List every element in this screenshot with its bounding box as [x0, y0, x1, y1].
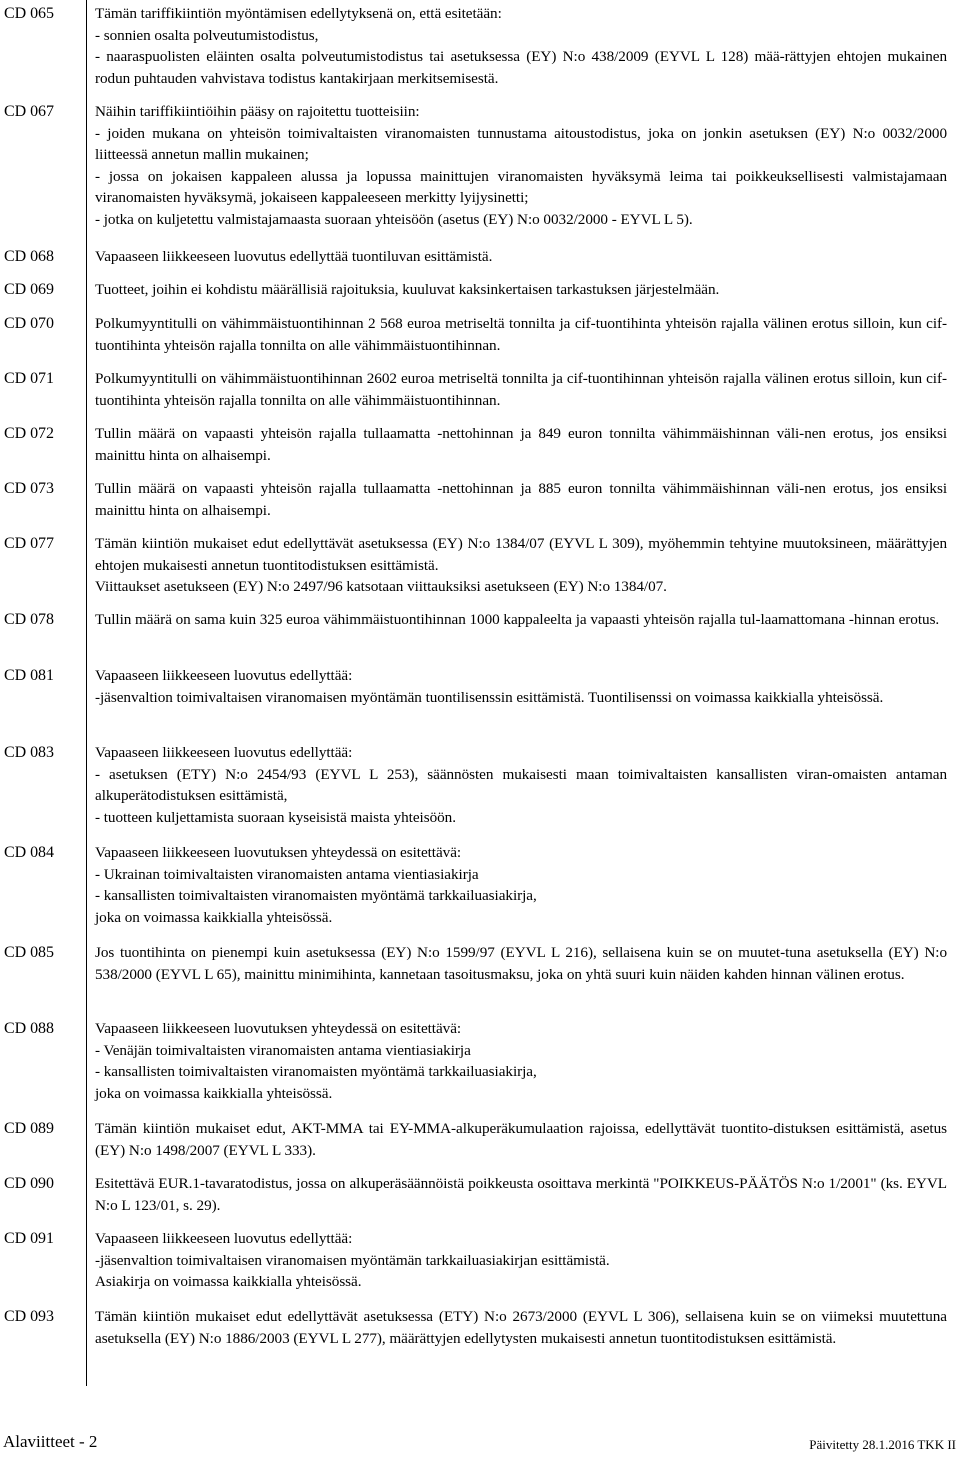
- footnote-row: [0, 1173, 950, 1216]
- footer-updated-date: Päivitetty 28.1.2016 TKK II: [809, 1437, 956, 1452]
- footnote-row: [0, 942, 950, 985]
- footnote-line: - jossa on jokaisen kappaleen alussa ja lopussa mainittujen viranomaisten hyväksymä leima tai poikkeuksellisesti valmistajamaan viranomaisten hyväksymä, jokaiseen kappaleeseen merkitty lyijysinetti;: [95, 167, 947, 206]
- footnote-row: [0, 609, 950, 631]
- footnote-text: [86, 246, 950, 268]
- footnote-line: Tullin määrä on vapaasti yhteisön rajalla tullaamatta -nettohinnan ja 885 euron tonnilta vähimmäishinnan väli-nen erotus, jos ensiksi mainittu hinta on alhaisempi.: [95, 480, 947, 519]
- footnote-line: Näihin tariffikiintiöihin pääsy on rajoitettu tuotteisiin:: [95, 103, 420, 120]
- footnote-row: [0, 101, 950, 230]
- footnote-line: Tämän tariffikiintiön myöntämisen edellytyksenä on, että esitetään:: [95, 5, 502, 22]
- footnote-code: CD 070: [4, 315, 54, 332]
- footnote-line: - tuotteen kuljettamista suoraan kyseisistä maista yhteisöön.: [95, 808, 456, 826]
- footnote-code: CD 069: [4, 281, 54, 298]
- footnote-line: - kansallisten toimivaltaisten viranomaisten myöntämä tarkkailuasiakirja,: [95, 887, 537, 904]
- footnote-line: Polkumyyntitulli on vähimmäistuontihinnan 2602 euroa metriseltä tonnilta ja cif-tuontihinnan yhteisön rajalla välinen erotus silloin, kun cif-tuontihinta yhteisön rajalla tonnilta on alle vähimmäistuontihinnan.: [95, 370, 947, 409]
- footnote-line: Tullin määrä on vapaasti yhteisön rajalla tullaamatta -nettohinnan ja 849 euron tonnilta vähimmäishinnan väli-nen erotus, jos ensiksi mainittu hinta on alhaisempi.: [95, 425, 947, 464]
- footnote-line: Vapaaseen liikkeeseen luovutus edellyttää tuontiluvan esittämistä.: [95, 248, 493, 265]
- footnote-line: - asetuksen (ETY) N:o 2454/93 (EYVL L 253), säännösten mukaisesti maan toimivaltaisten kansallisten viran-omaisten antaman alkuperätodistuksen esittämistä,: [95, 765, 947, 804]
- footnote-line: Esitettävä EUR.1-tavaratodistus, jossa on alkuperäsäännöistä poikkeusta osoittava merkintä "POIKKEUS-PÄÄTÖS N:o 1/2001" (ks. EYVL N:o L 123/01, s. 29).: [95, 1175, 947, 1214]
- footnote-code: CD 090: [4, 1175, 54, 1192]
- footnote-text: [86, 1118, 950, 1161]
- footnote-line: - naaraspuolisten eläinten osalta polveutumistodistus tai asetuksessa (EY) N:o 438/2009 (EYVL L 128) mää-rättyjen ehtojen mukainen rodun puhtauden vahvistava todistus kantakirjaan merkitsemisestä.: [95, 48, 947, 87]
- footnote-text: [86, 665, 950, 708]
- footnote-code: CD 068: [4, 248, 54, 265]
- footnote-code: CD 084: [4, 844, 54, 861]
- footnote-row: [0, 1228, 950, 1293]
- footnote-line: Tämän kiintiön mukaiset edut edellyttävät asetuksessa (ETY) N:o 2673/2000 (EYVL L 306), sellaisena kuin se on viimeksi muutettuna asetuksella (EY) N:o 1886/2003 (EYVL L 277), määrättyjen edellytysten mukaisesti annetun tuontitodistuksen esittämistä.: [95, 1308, 947, 1347]
- footnote-text: [86, 942, 950, 985]
- footnote-line: - kansallisten toimivaltaisten viranomaisten myöntämä tarkkailuasiakirja,: [95, 1063, 537, 1080]
- footnote-line: Polkumyyntitulli on vähimmäistuontihinnan 2 568 euroa metriseltä tonnilta ja cif-tuontihinta yhteisön rajalla välinen erotus silloin, kun cif-tuontihinta yhteisön rajalla tonnilta on alle vähimmäistuontihinnan.: [95, 315, 947, 354]
- footnote-line: Vapaaseen liikkeeseen luovutus edellyttää:: [95, 1230, 353, 1247]
- footnote-text: [86, 742, 950, 828]
- footnote-text: [86, 1018, 950, 1104]
- footnote-line: Viittaukset asetukseen (EY) N:o 2497/96 katsotaan viittauksiksi asetukseen (EY) N:o 1384/07.: [95, 578, 667, 595]
- footnote-text: [86, 313, 950, 356]
- footnote-row: [0, 368, 950, 411]
- footnote-code: CD 085: [4, 944, 54, 961]
- footnote-code: CD 078: [4, 611, 54, 628]
- footnote-code: CD 081: [4, 667, 54, 684]
- footnote-line: joka on voimassa kaikkialla yhteisössä.: [95, 1084, 333, 1102]
- footnote-code: CD 093: [4, 1308, 54, 1325]
- footnote-row: [0, 279, 950, 301]
- footnote-line: - sonnien osalta polveutumistodistus,: [95, 26, 319, 44]
- footnote-row: [0, 313, 950, 356]
- footnote-code: CD 077: [4, 535, 54, 552]
- footnote-text: [86, 533, 950, 598]
- footnote-text: [86, 368, 950, 411]
- footnote-text: [86, 101, 950, 230]
- footnote-row: [0, 1306, 950, 1349]
- footnote-text: [86, 842, 950, 928]
- footnote-code: CD 073: [4, 480, 54, 497]
- footnote-text: [86, 478, 950, 521]
- footnote-line: Tämän kiintiön mukaiset edut edellyttävät asetuksessa (EY) N:o 1384/07 (EYVL L 309), myöhemmin tehtyine muutoksineen, määrättyjen ehtojen mukaisesti annetun tuontitodistuksen esittämistä.: [95, 535, 947, 574]
- footnote-row: [0, 1018, 950, 1104]
- footnote-line: - jotka on kuljetettu valmistajamaasta suoraan yhteisöön (asetus (EY) N:o 0032/2000 - EYVL L 5).: [95, 210, 693, 228]
- footnote-code: CD 083: [4, 744, 54, 761]
- footnote-line: - Ukrainan toimivaltaisten viranomaisten antama vientiasiakirja: [95, 865, 479, 883]
- footnote-row: [0, 742, 950, 828]
- footnote-line: Asiakirja on voimassa kaikkialla yhteisössä.: [95, 1273, 362, 1290]
- footnote-row: [0, 246, 950, 268]
- footnote-code: CD 088: [4, 1020, 54, 1037]
- footnote-line: Vapaaseen liikkeeseen luovutus edellyttää:: [95, 744, 353, 761]
- footnote-line: Tullin määrä on sama kuin 325 euroa vähimmäistuontihinnan 1000 kappaleelta ja vapaasti yhteisön rajalla tul-laamattomana -hinnan erotus.: [95, 611, 940, 628]
- footnote-row: [0, 533, 950, 598]
- footnote-code: CD 091: [4, 1230, 54, 1247]
- footnote-line: - Venäjän toimivaltaisten viranomaisten antama vientiasiakirja: [95, 1041, 471, 1059]
- footnote-line: Vapaaseen liikkeeseen luovutuksen yhteydessä on esitettävä:: [95, 844, 462, 861]
- footnote-line: joka on voimassa kaikkialla yhteisössä.: [95, 908, 333, 926]
- footnote-row: [0, 842, 950, 928]
- footnote-row: [0, 665, 950, 708]
- footnote-line: Vapaaseen liikkeeseen luovutus edellyttää:: [95, 667, 353, 684]
- footnote-text: [86, 1306, 950, 1349]
- footnote-text: [86, 1228, 950, 1293]
- footnote-line: - joiden mukana on yhteisön toimivaltaisten viranomaisten tunnustama aitoustodistus, joka on jonkin asetuksen (EY) N:o 0032/2000 liitteessä annetun mallin mukainen;: [95, 124, 947, 163]
- footnote-text: [86, 423, 950, 466]
- footnote-row: [0, 478, 950, 521]
- footnote-line: -jäsenvaltion toimivaltaisen viranomaisen myöntämän tuontilisenssin esittämistä. Tuontilisenssi on voimassa kaikkialla yhteisössä.: [95, 688, 884, 706]
- footnote-line: Jos tuontihinta on pienempi kuin asetuksessa (EY) N:o 1599/97 (EYVL L 216), sellaisena kuin se on muutet-tuna asetuksella (EY) N:o 538/2000 (EYVL L 65), mainittu minimihinta, kannetaan tasoitusmaksu, joka on yhtä suuri kuin näiden kahden hinnan välinen erotus.: [95, 944, 947, 983]
- footnote-code: CD 067: [4, 103, 54, 120]
- footnote-code: CD 089: [4, 1120, 54, 1137]
- footnote-row: [0, 423, 950, 466]
- footnote-line: Vapaaseen liikkeeseen luovutuksen yhteydessä on esitettävä:: [95, 1020, 462, 1037]
- footnote-row: [0, 3, 950, 89]
- footnote-row: [0, 1118, 950, 1161]
- footnote-line: -jäsenvaltion toimivaltaisen viranomaisen myöntämän tarkkailuasiakirjan esittämistä.: [95, 1251, 610, 1269]
- footnote-line: Tuotteet, joihin ei kohdistu määrällisiä rajoituksia, kuuluvat kaksinkertaisen tarkastuksen järjestelmään.: [95, 281, 720, 298]
- footnote-code: CD 072: [4, 425, 54, 442]
- footer-page-label: Alaviitteet - 2: [3, 1432, 98, 1451]
- footnote-text: [86, 609, 950, 631]
- footnote-code: CD 065: [4, 5, 54, 22]
- footnote-text: [86, 3, 950, 89]
- footnote-line: Tämän kiintiön mukaiset edut, AKT-MMA tai EY-MMA-alkuperäkumulaation rajoissa, edellyttävät tuontito-distuksen esittämistä, asetus (EY) N:o 1498/2007 (EYVL L 333).: [95, 1120, 947, 1159]
- footnote-text: [86, 279, 950, 301]
- footnote-text: [86, 1173, 950, 1216]
- footnote-code: CD 071: [4, 370, 54, 387]
